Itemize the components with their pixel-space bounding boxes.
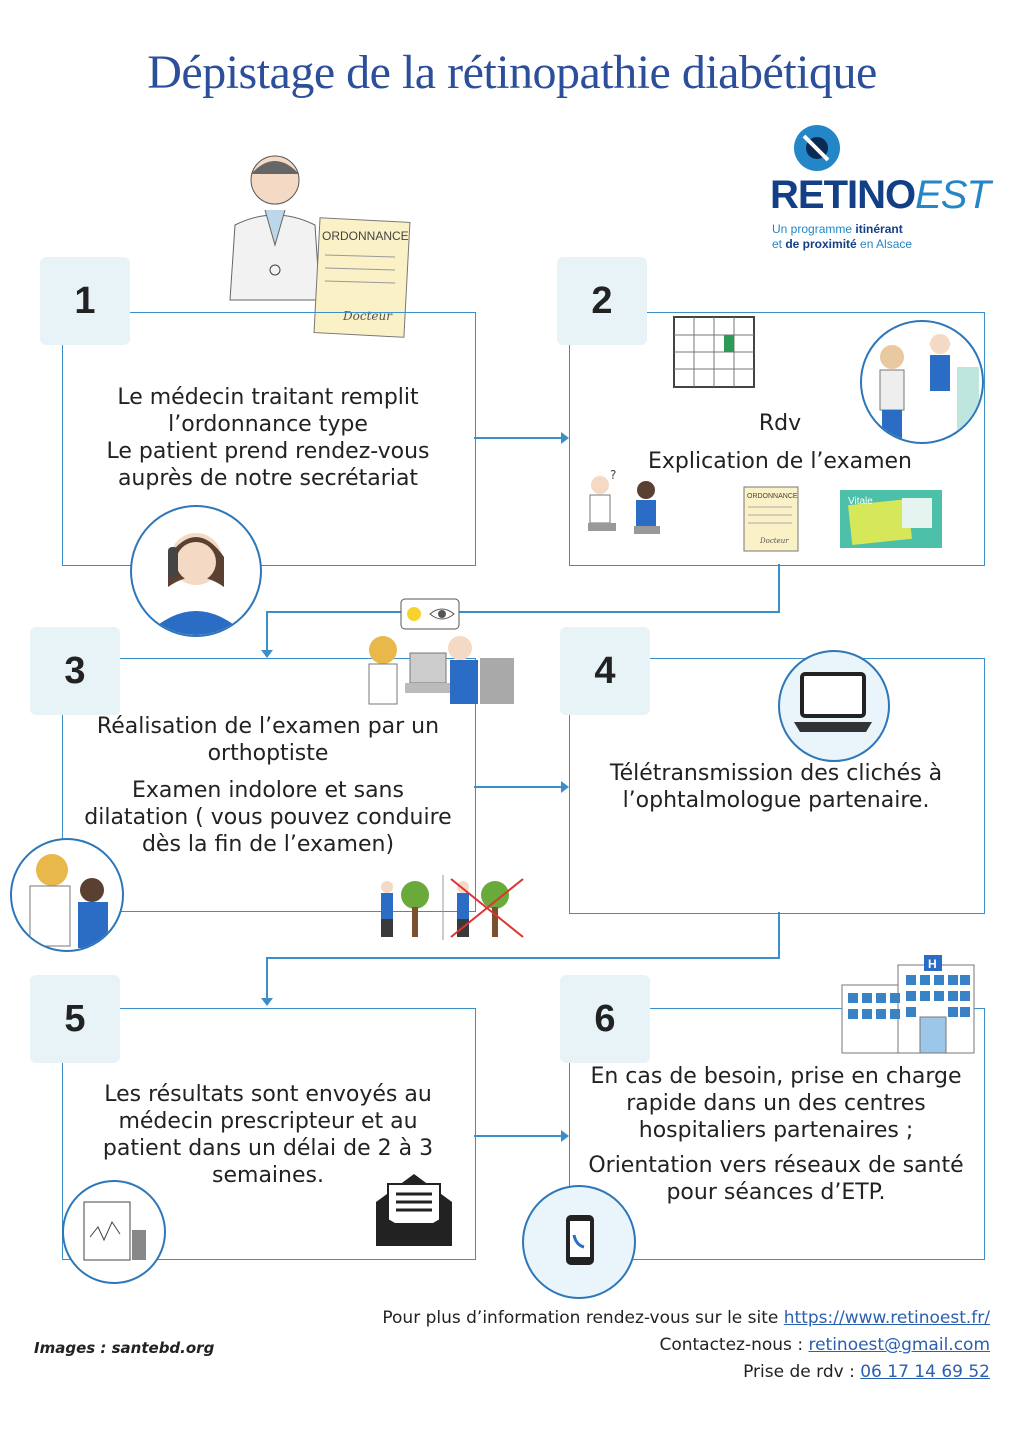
eye-exam-illustration [10, 838, 124, 952]
envelope-icon [372, 1172, 456, 1248]
step-4-number: 4 [560, 627, 650, 715]
eye-logo-icon [794, 125, 840, 171]
phone-icon [524, 1187, 634, 1297]
phone-link[interactable]: 06 17 14 69 52 [860, 1362, 990, 1382]
step-5-text: Les résultats sont envoyés au médecin prescripteur et au patient dans un délai de 2 à 3 semaines. [102, 1082, 434, 1188]
driving-ok-illustration [375, 875, 525, 940]
arrow-right-icon [561, 432, 569, 444]
connector-2-3-down [266, 611, 268, 651]
connector-1-2 [474, 437, 566, 439]
connector-4-5-down [266, 957, 268, 999]
connector-2-3-horizontal [266, 611, 780, 613]
step-1-text: Le médecin traitant remplit l’ordonnance type Le patient prend rendez-vous auprès de notre secrétariat [106, 385, 430, 491]
vitale-card-icon [840, 490, 942, 548]
connector-5-6 [474, 1135, 564, 1137]
step-6-text: En cas de besoin, prise en charge rapide dans un des centres hospitaliers partenaires ; Orientation vers réseaux de santé pour séances d’ETP. [588, 1064, 964, 1205]
step-3-text: Réalisation de l’examen par un orthoptiste Examen indolore et sans dilatation ( vous pouvez conduire dès la fin de l’examen) [84, 714, 452, 857]
connector-2-3-vertical [778, 564, 780, 612]
ordonnance-small-icon [742, 485, 800, 553]
svg-text:Docteur: Docteur [760, 537, 789, 545]
step-4-text: Télétransmission des clichés à l’ophtalmologue partenaire. [609, 761, 943, 813]
step-1-number: 1 [40, 257, 130, 345]
laptop-icon [780, 652, 888, 760]
calendar-icon [668, 305, 760, 393]
hospital-sign: H [928, 957, 937, 971]
step-2-text: Rdv Explication de l’examen [648, 411, 912, 474]
email-link[interactable]: retinoest@gmail.com [808, 1335, 990, 1355]
vitale-label: Vitale [848, 496, 873, 507]
step-3-number: 3 [30, 627, 120, 715]
brand-tagline: Un programme itinérant et de proximité en Alsace [772, 222, 913, 251]
consultation-illustration [578, 465, 668, 560]
connector-4-5-vertical [778, 912, 780, 958]
footer-contact: Pour plus d’information rendez-vous sur le site https://www.retinoest.fr/ Contactez-nous : retinoest@gmail.com Prise de rdv : 06 17 14 69 52 [382, 1308, 990, 1382]
connector-4-5-horizontal [266, 957, 780, 959]
arrow-down-icon [261, 650, 273, 658]
arrow-right-icon [561, 1130, 569, 1142]
laptop-illustration [778, 650, 890, 762]
connector-3-4 [474, 786, 564, 788]
eye-light-icon [400, 598, 460, 630]
retinography-exam-illustration [355, 628, 520, 710]
svg-text:ORDONNANCE: ORDONNANCE [747, 493, 798, 500]
image-credit: Images : santebd.org [34, 1339, 215, 1357]
step-6-number: 6 [560, 975, 650, 1063]
phone-call-illustration [130, 505, 262, 637]
smartphone-illustration [522, 1185, 636, 1299]
arrow-down-icon [261, 998, 273, 1006]
step-2-number: 2 [557, 257, 647, 345]
ordonnance-label: ORDONNANCE [322, 229, 409, 243]
lab-results-illustration [62, 1180, 166, 1284]
svg-text:?: ? [610, 468, 617, 482]
arrow-right-icon [561, 781, 569, 793]
step-5-number: 5 [30, 975, 120, 1063]
ordonnance-signature: Docteur [343, 309, 392, 323]
brand-logo: RETINOEST [770, 173, 990, 217]
website-link[interactable]: https://www.retinoest.fr/ [783, 1308, 990, 1328]
hospital-building-icon [836, 955, 978, 1055]
page-title: Dépistage de la rétinopathie diabétique [147, 46, 877, 99]
